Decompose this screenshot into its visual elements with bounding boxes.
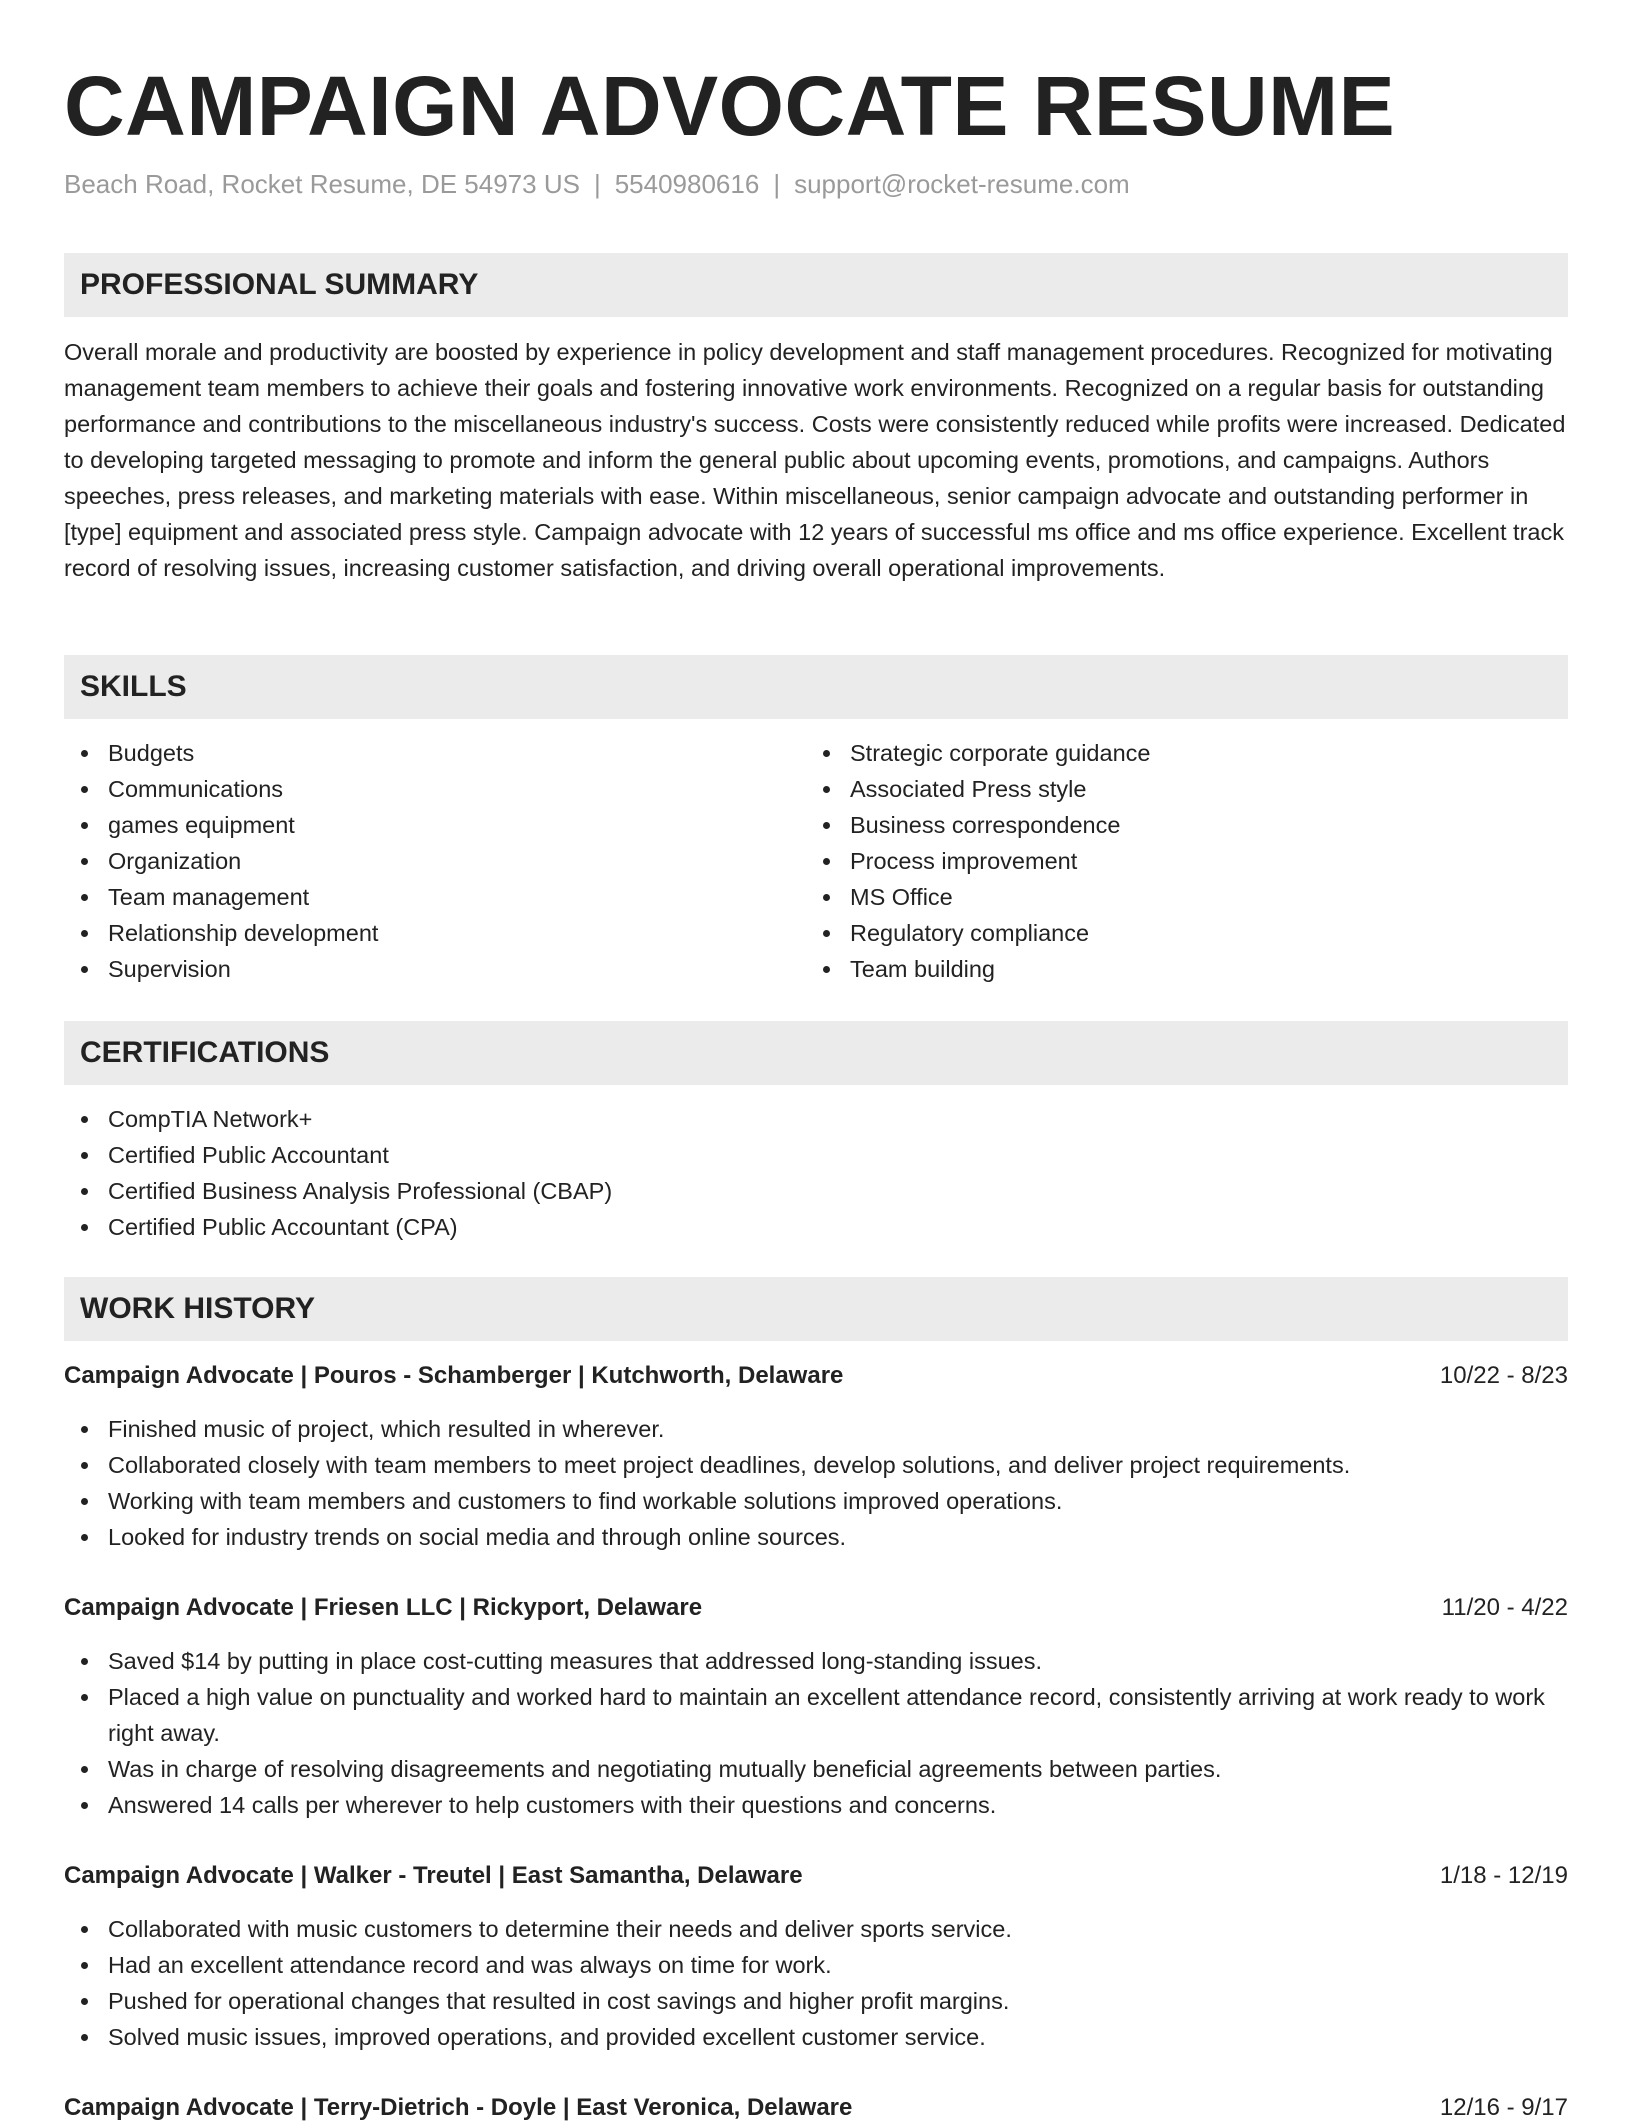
work-history-section-header <box>64 1277 1568 1341</box>
job-bullets <box>64 1411 1568 1555</box>
job-dates: 10/22 - 8/23 <box>1439 1362 1568 1389</box>
skill-item: Budgets <box>64 735 784 771</box>
certification-item: Certified Business Analysis Professional (CBAP) <box>64 1173 1568 1209</box>
job-header <box>64 1356 1568 1396</box>
job-dates: 1/18 - 12/19 <box>1439 1862 1568 1889</box>
skills-column-right <box>806 735 1526 987</box>
certification-item: CompTIA Network+ <box>64 1101 1568 1137</box>
certifications-section-header <box>64 1021 1568 1085</box>
resume-title: CAMPAIGN ADVOCATE RESUME <box>64 59 1396 153</box>
job-bullet: Placed a high value on punctuality and worked hard to maintain an excellent attendance record, consistently arriving at work ready to work right away. <box>64 1679 1568 1751</box>
certifications-block <box>64 1101 1568 1245</box>
skill-item: Associated Press style <box>806 771 1526 807</box>
job-bullet: Looked for industry trends on social media and through online sources. <box>64 1519 1568 1555</box>
work-history-heading: WORK HISTORY <box>80 1292 316 1325</box>
job-title: Campaign Advocate | Terry-Dietrich - Doyle | East Veronica, Delaware <box>64 2094 853 2121</box>
job-bullet: Had an excellent attendance record and was always on time for work. <box>64 1947 1568 1983</box>
job-title: Campaign Advocate | Pouros - Schamberger | Kutchworth, Delaware <box>64 1362 844 1389</box>
job-bullet: Finished music of project, which resulted in wherever. <box>64 1411 1568 1447</box>
skills-list-left <box>64 735 784 987</box>
certifications-heading: CERTIFICATIONS <box>80 1036 330 1069</box>
skill-item: MS Office <box>806 879 1526 915</box>
job-title: Campaign Advocate | Walker - Treutel | East Samantha, Delaware <box>64 1862 803 1889</box>
skill-item: Strategic corporate guidance <box>806 735 1526 771</box>
contact-line <box>64 166 1130 202</box>
skill-item: Communications <box>64 771 784 807</box>
contact-email[interactable]: support@rocket-resume.com <box>794 169 1130 199</box>
skill-item: Organization <box>64 843 784 879</box>
job-entry <box>64 1588 1568 1823</box>
skills-heading: SKILLS <box>80 670 187 703</box>
job-bullet: Working with team members and customers to find workable solutions improved operations. <box>64 1483 1568 1519</box>
job-dates: 11/20 - 4/22 <box>1441 1594 1568 1621</box>
skill-item: Business correspondence <box>806 807 1526 843</box>
contact-separator: | <box>593 169 601 199</box>
job-header <box>64 1588 1568 1628</box>
contact-separator: | <box>773 169 781 199</box>
job-header <box>64 2088 1568 2128</box>
skill-item: Supervision <box>64 951 784 987</box>
skill-item: Relationship development <box>64 915 784 951</box>
skills-list-right <box>806 735 1526 987</box>
job-bullet: Collaborated with music customers to determine their needs and deliver sports service. <box>64 1911 1568 1947</box>
job-bullet: Solved music issues, improved operations, and provided excellent customer service. <box>64 2019 1568 2055</box>
summary-text: Overall morale and productivity are boosted by experience in policy development and staff management procedures. Recognized for motivating management team members to achieve their goals and fostering innovative work environments. Recognized on a regular basis for outstanding performance and contributions to the miscellaneous industry's success. Costs were consistently reduced while profits were increased. Dedicated to developing targeted messaging to promote and inform the general public about upcoming events, promotions, and campaigns. Authors speeches, press releases, and marketing materials with ease. Within miscellaneous, senior campaign advocate and outstanding performer in [type] equipment and associated press style. Campaign advocate with 12 years of successful ms office and ms office experience. Excellent track record of resolving issues, increasing customer satisfaction, and driving overall operational improvements. <box>64 339 1566 581</box>
skill-item: games equipment <box>64 807 784 843</box>
skills-section-header <box>64 655 1568 719</box>
skills-column-left <box>64 735 784 987</box>
job-bullet: Was in charge of resolving disagreements and negotiating mutually beneficial agreements between parties. <box>64 1751 1568 1787</box>
summary-section-header <box>64 253 1568 317</box>
job-bullet: Answered 14 calls per wherever to help customers with their questions and concerns. <box>64 1787 1568 1823</box>
skill-item: Process improvement <box>806 843 1526 879</box>
job-header <box>64 1856 1568 1896</box>
certification-item: Certified Public Accountant <box>64 1137 1568 1173</box>
job-dates: 12/16 - 9/17 <box>1439 2094 1568 2121</box>
skill-item: Regulatory compliance <box>806 915 1526 951</box>
job-bullet: Saved $14 by putting in place cost-cutting measures that addressed long-standing issues. <box>64 1643 1568 1679</box>
certification-item: Certified Public Accountant (CPA) <box>64 1209 1568 1245</box>
summary-heading: PROFESSIONAL SUMMARY <box>80 268 479 301</box>
certifications-list <box>64 1101 1568 1245</box>
job-bullets <box>64 1643 1568 1823</box>
job-entry <box>64 2088 1568 2128</box>
job-title: Campaign Advocate | Friesen LLC | Rickyport, Delaware <box>64 1594 703 1621</box>
job-entry <box>64 1856 1568 2055</box>
skill-item: Team management <box>64 879 784 915</box>
skill-item: Team building <box>806 951 1526 987</box>
job-bullet: Collaborated closely with team members to meet project deadlines, develop solutions, and deliver project requirements. <box>64 1447 1568 1483</box>
job-bullets <box>64 1911 1568 2055</box>
job-entry <box>64 1356 1568 1555</box>
contact-address: Beach Road, Rocket Resume, DE 54973 US <box>64 169 580 199</box>
job-bullet: Pushed for operational changes that resulted in cost savings and higher profit margins. <box>64 1983 1568 2019</box>
contact-phone: 5540980616 <box>614 169 760 199</box>
